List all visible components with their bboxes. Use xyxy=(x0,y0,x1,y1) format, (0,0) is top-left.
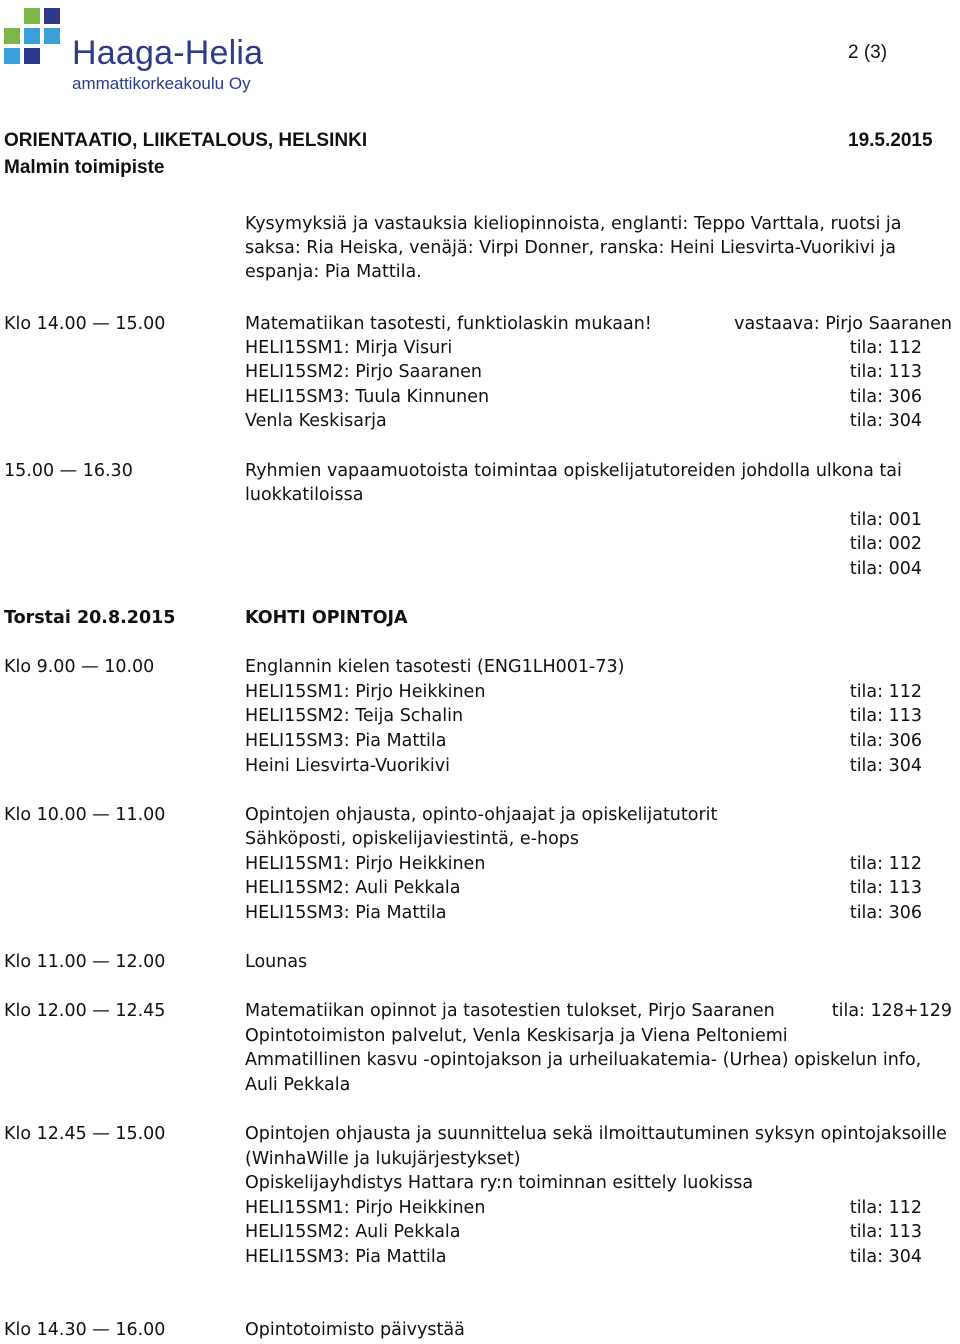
schedule-line: (WinhaWille ja lukujärjestykset) xyxy=(245,1149,521,1169)
room-label: tila: 304 xyxy=(849,1247,922,1267)
room-label: tila: 112 xyxy=(849,1198,922,1218)
schedule-time: Klo 11.00 — 12.00 xyxy=(4,952,166,972)
schedule-title: Matematiikan tasotesti, funktiolaskin mukaan! xyxy=(245,314,652,334)
room-label: tila: 001 xyxy=(849,510,922,530)
group-row: Heini Liesvirta-Vuorikivi xyxy=(245,756,450,776)
room-label: tila: 112 xyxy=(849,854,922,874)
group-row: HELI15SM3: Tuula Kinnunen xyxy=(245,387,490,407)
group-row: HELI15SM1: Pirjo Heikkinen xyxy=(245,854,486,874)
responsible-person: vastaava: Pirjo Saaranen xyxy=(734,314,952,334)
intro-line: saksa: Ria Heiska, venäjä: Virpi Donner, ranska: Heini Liesvirta-Vuorikivi ja xyxy=(245,238,897,258)
group-row: Venla Keskisarja xyxy=(245,411,387,431)
room-label: tila: 112 xyxy=(849,338,922,358)
schedule-title: Ryhmien vapaamuotoista toimintaa opiskelijatutoreiden johdolla ulkona tai xyxy=(245,461,902,481)
schedule-title: Englannin kielen tasotesti (ENG1LH001-73) xyxy=(245,657,625,677)
room-label: tila: 304 xyxy=(849,411,922,431)
schedule-line: Opintotoimiston palvelut, Venla Keskisarja ja Viena Peltoniemi xyxy=(245,1026,788,1046)
group-row: HELI15SM2: Auli Pekkala xyxy=(245,1222,461,1242)
group-row: HELI15SM1: Mirja Visuri xyxy=(245,338,453,358)
room-label: tila: 306 xyxy=(849,387,922,407)
schedule-time: Klo 9.00 — 10.00 xyxy=(4,657,155,677)
room-label: tila: 113 xyxy=(849,706,922,726)
location: Malmin toimipiste xyxy=(4,157,165,178)
schedule-time: Klo 14.00 — 15.00 xyxy=(4,314,166,334)
schedule-time: Klo 12.45 — 15.00 xyxy=(4,1124,166,1144)
room-label: tila: 004 xyxy=(849,559,922,579)
room-label: tila: 113 xyxy=(849,362,922,382)
room-label: tila: 128+129 xyxy=(831,1001,952,1021)
room-label: tila: 306 xyxy=(849,903,922,923)
room-label: tila: 113 xyxy=(849,878,922,898)
room-label: tila: 113 xyxy=(849,1222,922,1242)
group-row: HELI15SM1: Pirjo Heikkinen xyxy=(245,682,486,702)
group-row: HELI15SM2: Auli Pekkala xyxy=(245,878,461,898)
schedule-time: 15.00 — 16.30 xyxy=(4,461,133,481)
schedule-title: Matematiikan opinnot ja tasotestien tulokset, Pirjo Saaranen xyxy=(245,1001,775,1021)
schedule-line: Sähköposti, opiskelijaviestintä, e-hops xyxy=(245,829,580,849)
schedule-line: Auli Pekkala xyxy=(245,1075,351,1095)
schedule-title: Opintojen ohjausta ja suunnittelua sekä ilmoittautuminen syksyn opintojaksoille xyxy=(245,1124,947,1144)
schedule-time: Klo 12.00 — 12.45 xyxy=(4,1001,166,1021)
schedule-title: Lounas xyxy=(245,952,308,972)
room-label: tila: 112 xyxy=(849,682,922,702)
day-heading: KOHTI OPINTOJA xyxy=(245,608,408,628)
group-row: HELI15SM3: Pia Mattila xyxy=(245,731,447,751)
intro-line: Kysymyksiä ja vastauksia kieliopinnoista, englanti: Teppo Varttala, ruotsi ja xyxy=(245,214,902,234)
logo-mark-icon xyxy=(4,4,74,64)
room-label: tila: 306 xyxy=(849,731,922,751)
intro-line: espanja: Pia Mattila. xyxy=(245,262,422,282)
schedule-time: Klo 10.00 — 11.00 xyxy=(4,805,166,825)
schedule-line: Opiskelijayhdistys Hattara ry:n toiminnan esittely luokissa xyxy=(245,1173,754,1193)
brand-name: Haaga-Helia xyxy=(72,34,264,72)
group-row: HELI15SM3: Pia Mattila xyxy=(245,903,447,923)
document-date: 19.5.2015 xyxy=(848,130,933,151)
brand-subtitle: ammattikorkeakoulu Oy xyxy=(72,74,251,93)
schedule-time: Klo 14.30 — 16.00 xyxy=(4,1320,166,1340)
schedule-title: Opintotoimisto päivystää xyxy=(245,1320,465,1340)
schedule-line: luokkatiloissa xyxy=(245,485,364,505)
group-row: HELI15SM2: Teija Schalin xyxy=(245,706,464,726)
group-row: HELI15SM3: Pia Mattila xyxy=(245,1247,447,1267)
group-row: HELI15SM1: Pirjo Heikkinen xyxy=(245,1198,486,1218)
room-label: tila: 002 xyxy=(849,534,922,554)
group-row: HELI15SM2: Pirjo Saaranen xyxy=(245,362,482,382)
room-label: tila: 304 xyxy=(849,756,922,776)
document-title: ORIENTAATIO, LIIKETALOUS, HELSINKI xyxy=(4,130,368,151)
page-number: 2 (3) xyxy=(848,42,888,63)
schedule-line: Ammatillinen kasvu -opintojakson ja urheiluakatemia- (Urhea) opiskelun info, xyxy=(245,1050,922,1070)
schedule-title: Opintojen ohjausta, opinto-ohjaajat ja opiskelijatutorit xyxy=(245,805,718,825)
day-label: Torstai 20.8.2015 xyxy=(4,608,176,628)
